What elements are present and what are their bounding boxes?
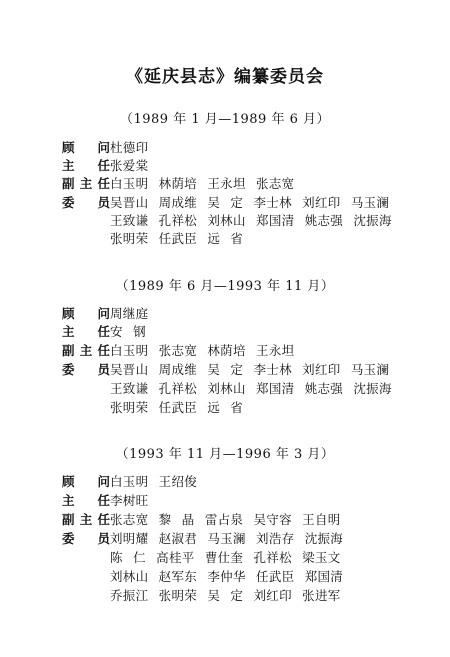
document-title: 《延庆县志》编纂委员会 — [126, 67, 324, 87]
member-row — [62, 175, 294, 193]
member-names: 陈 仁 高桂平 曹仕奎 孔祥松 梁玉文 — [110, 550, 341, 565]
term-period: （1989 年 6 月—1993 年 11 月） — [115, 279, 335, 294]
role-label: 委 员 — [62, 531, 110, 546]
member-names: 刘林山 赵军东 李仲华 任武臣 郑国清 — [110, 569, 344, 584]
member-row — [62, 323, 146, 341]
member-row — [62, 511, 341, 529]
member-names: 张明荣 任武臣 远 省 — [110, 400, 244, 415]
member-row — [62, 212, 392, 230]
member-row — [62, 380, 392, 398]
role-label: 副主任 — [62, 176, 110, 191]
role-label: 委 员 — [62, 195, 110, 210]
member-names: 乔振江 张明荣 吴 定 刘红印 张进军 — [110, 588, 341, 603]
member-names: 吴晋山 周成维 吴 定 李士林 刘红印 马玉澜 — [110, 195, 390, 210]
member-row — [62, 492, 148, 510]
member-row — [62, 342, 294, 360]
role-label: 主 任 — [62, 158, 110, 173]
member-names: 王致谦 孔祥松 刘林山 郑国清 姚志强 沈振海 — [110, 381, 392, 396]
member-names: 张爱棠 — [110, 158, 149, 173]
member-row — [62, 305, 148, 323]
member-row — [62, 230, 243, 248]
term-period: （1989 年 1 月—1989 年 6 月） — [119, 112, 330, 127]
member-row — [62, 568, 343, 586]
member-names: 张志宽 黎 晶 雷占泉 吴守容 王自明 — [110, 512, 341, 527]
member-row — [62, 473, 197, 491]
member-row — [62, 549, 341, 567]
member-names: 吴晋山 周成维 吴 定 李士林 刘红印 马玉澜 — [110, 362, 390, 377]
role-label: 委 员 — [62, 362, 110, 377]
role-label: 主 任 — [62, 324, 110, 339]
member-names: 白玉明 林荫培 王永坦 张志宽 — [110, 176, 295, 191]
role-label: 主 任 — [62, 493, 110, 508]
member-names: 李树旺 — [110, 493, 149, 508]
member-names: 张明荣 任武臣 远 省 — [110, 231, 244, 246]
member-row — [62, 399, 243, 417]
role-label: 顾 问 — [62, 474, 110, 489]
member-row — [62, 587, 341, 605]
member-names: 周继庭 — [110, 306, 149, 321]
member-names: 王致谦 孔祥松 刘林山 郑国清 姚志强 沈振海 — [110, 213, 392, 228]
member-row — [62, 530, 343, 548]
member-row — [62, 361, 389, 379]
member-row — [62, 139, 148, 157]
member-names: 杜德印 — [110, 140, 149, 155]
term-period: （1993 年 11 月—1996 年 3 月） — [115, 447, 335, 462]
member-names: 白玉明 王绍俊 — [110, 474, 198, 489]
member-row — [62, 194, 389, 212]
role-label: 顾 问 — [62, 306, 110, 321]
member-names: 刘明耀 赵淑君 马玉澜 刘浩存 沈振海 — [110, 531, 344, 546]
member-row — [62, 157, 148, 175]
role-label: 顾 问 — [62, 140, 110, 155]
role-label: 副主任 — [62, 343, 110, 358]
member-names: 白玉明 张志宽 林荫培 王永坦 — [110, 343, 295, 358]
role-label: 副主任 — [62, 512, 110, 527]
member-names: 安 钢 — [110, 324, 146, 339]
